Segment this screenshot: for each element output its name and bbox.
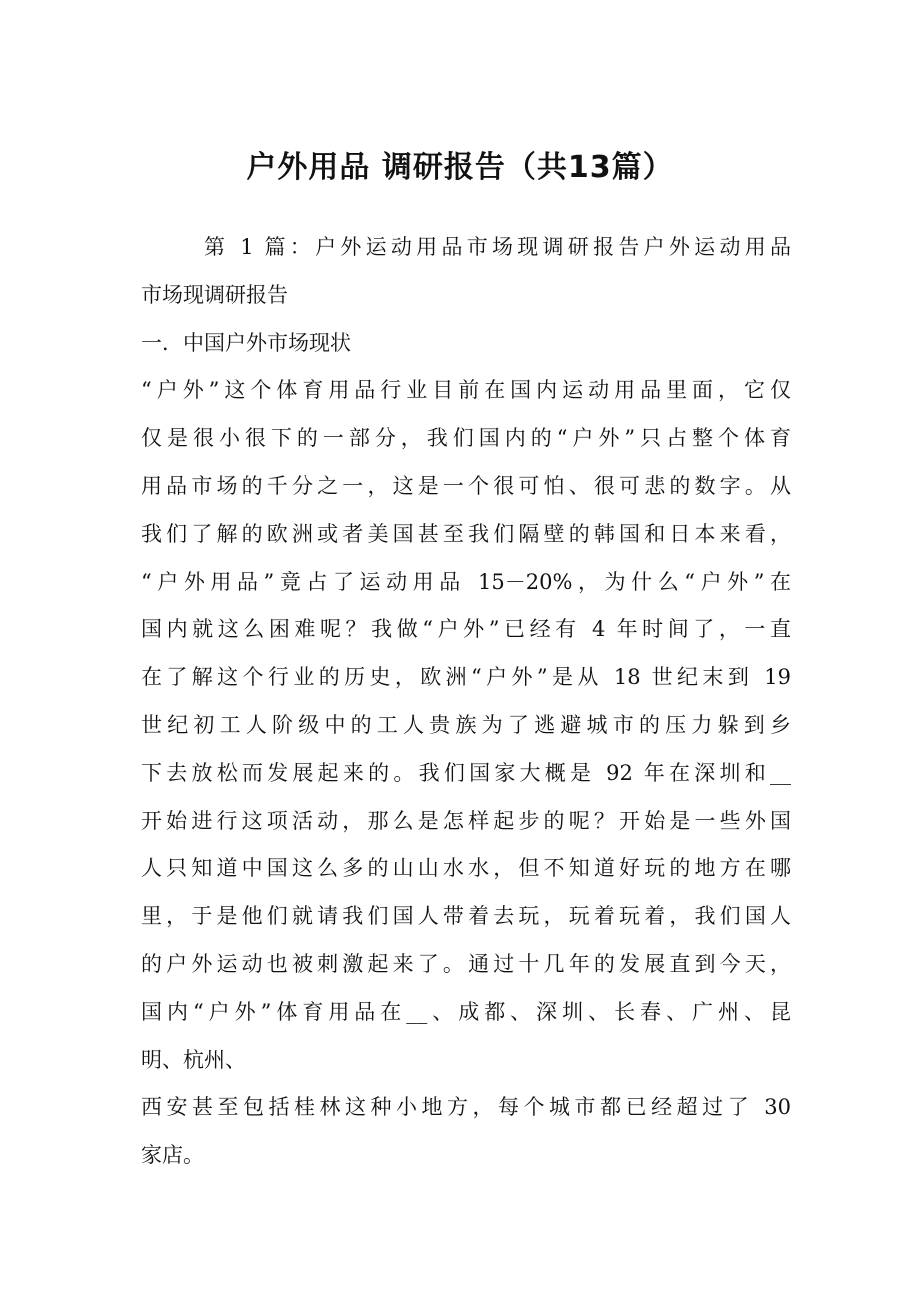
paragraph-line: 一．中国户外市场现状	[141, 330, 351, 355]
document-title: 户外用品 调研报告（共13篇）	[246, 150, 674, 185]
paragraph-line: 第 1 篇：户外运动用品市场现调研报告户外运动用品	[204, 235, 791, 259]
paragraph-line: 在了解这个行业的历史，欧洲“户外”是从 18 世纪末到 19	[141, 665, 791, 690]
paragraph-line: 的户外运动也被刺激起来了。通过十几年的发展直到今天，	[141, 951, 791, 976]
paragraph-line: 市场现调研报告	[141, 282, 288, 307]
paragraph-line: 国内就这么困难呢？我做“户外”已经有 4 年时间了，一直	[141, 617, 791, 642]
paragraph-line: 明、杭州、	[141, 1047, 246, 1072]
paragraph-line: 西安甚至包括桂林这种小地方，每个城市都已经超过了 30	[141, 1095, 791, 1120]
paragraph-line: “户外用品”竟占了运动用品 15－20%，为什么“户外”在	[141, 569, 791, 594]
paragraph-line: 开始进行这项活动，那么是怎样起步的呢？开始是一些外国	[141, 808, 791, 833]
paragraph-line: 世纪初工人阶级中的工人贵族为了逃避城市的压力躲到乡	[141, 712, 791, 737]
paragraph-line: 里，于是他们就请我们国人带着去玩，玩着玩着，我们国人	[141, 904, 791, 929]
paragraph-line: 我们了解的欧洲或者美国甚至我们隔壁的韩国和日本来看，	[141, 521, 791, 546]
paragraph-line: 下去放松而发展起来的。我们国家大概是 92 年在深圳和__	[141, 760, 791, 785]
paragraph-line: 仅是很小很下的一部分，我们国内的“户外”只占整个体育	[141, 426, 791, 451]
paragraph-line: 家店。	[141, 1143, 204, 1168]
document-body	[141, 224, 791, 1180]
paragraph-line: “户外”这个体育用品行业目前在国内运动用品里面，它仅	[141, 378, 791, 403]
paragraph-line: 人只知道中国这么多的山山水水，但不知道好玩的地方在哪	[141, 856, 791, 881]
paragraph-line: 国内“户外”体育用品在__、成都、深圳、长春、广州、昆	[141, 999, 791, 1024]
paragraph-line: 用品市场的千分之一，这是一个很可怕、很可悲的数字。从	[141, 473, 791, 498]
